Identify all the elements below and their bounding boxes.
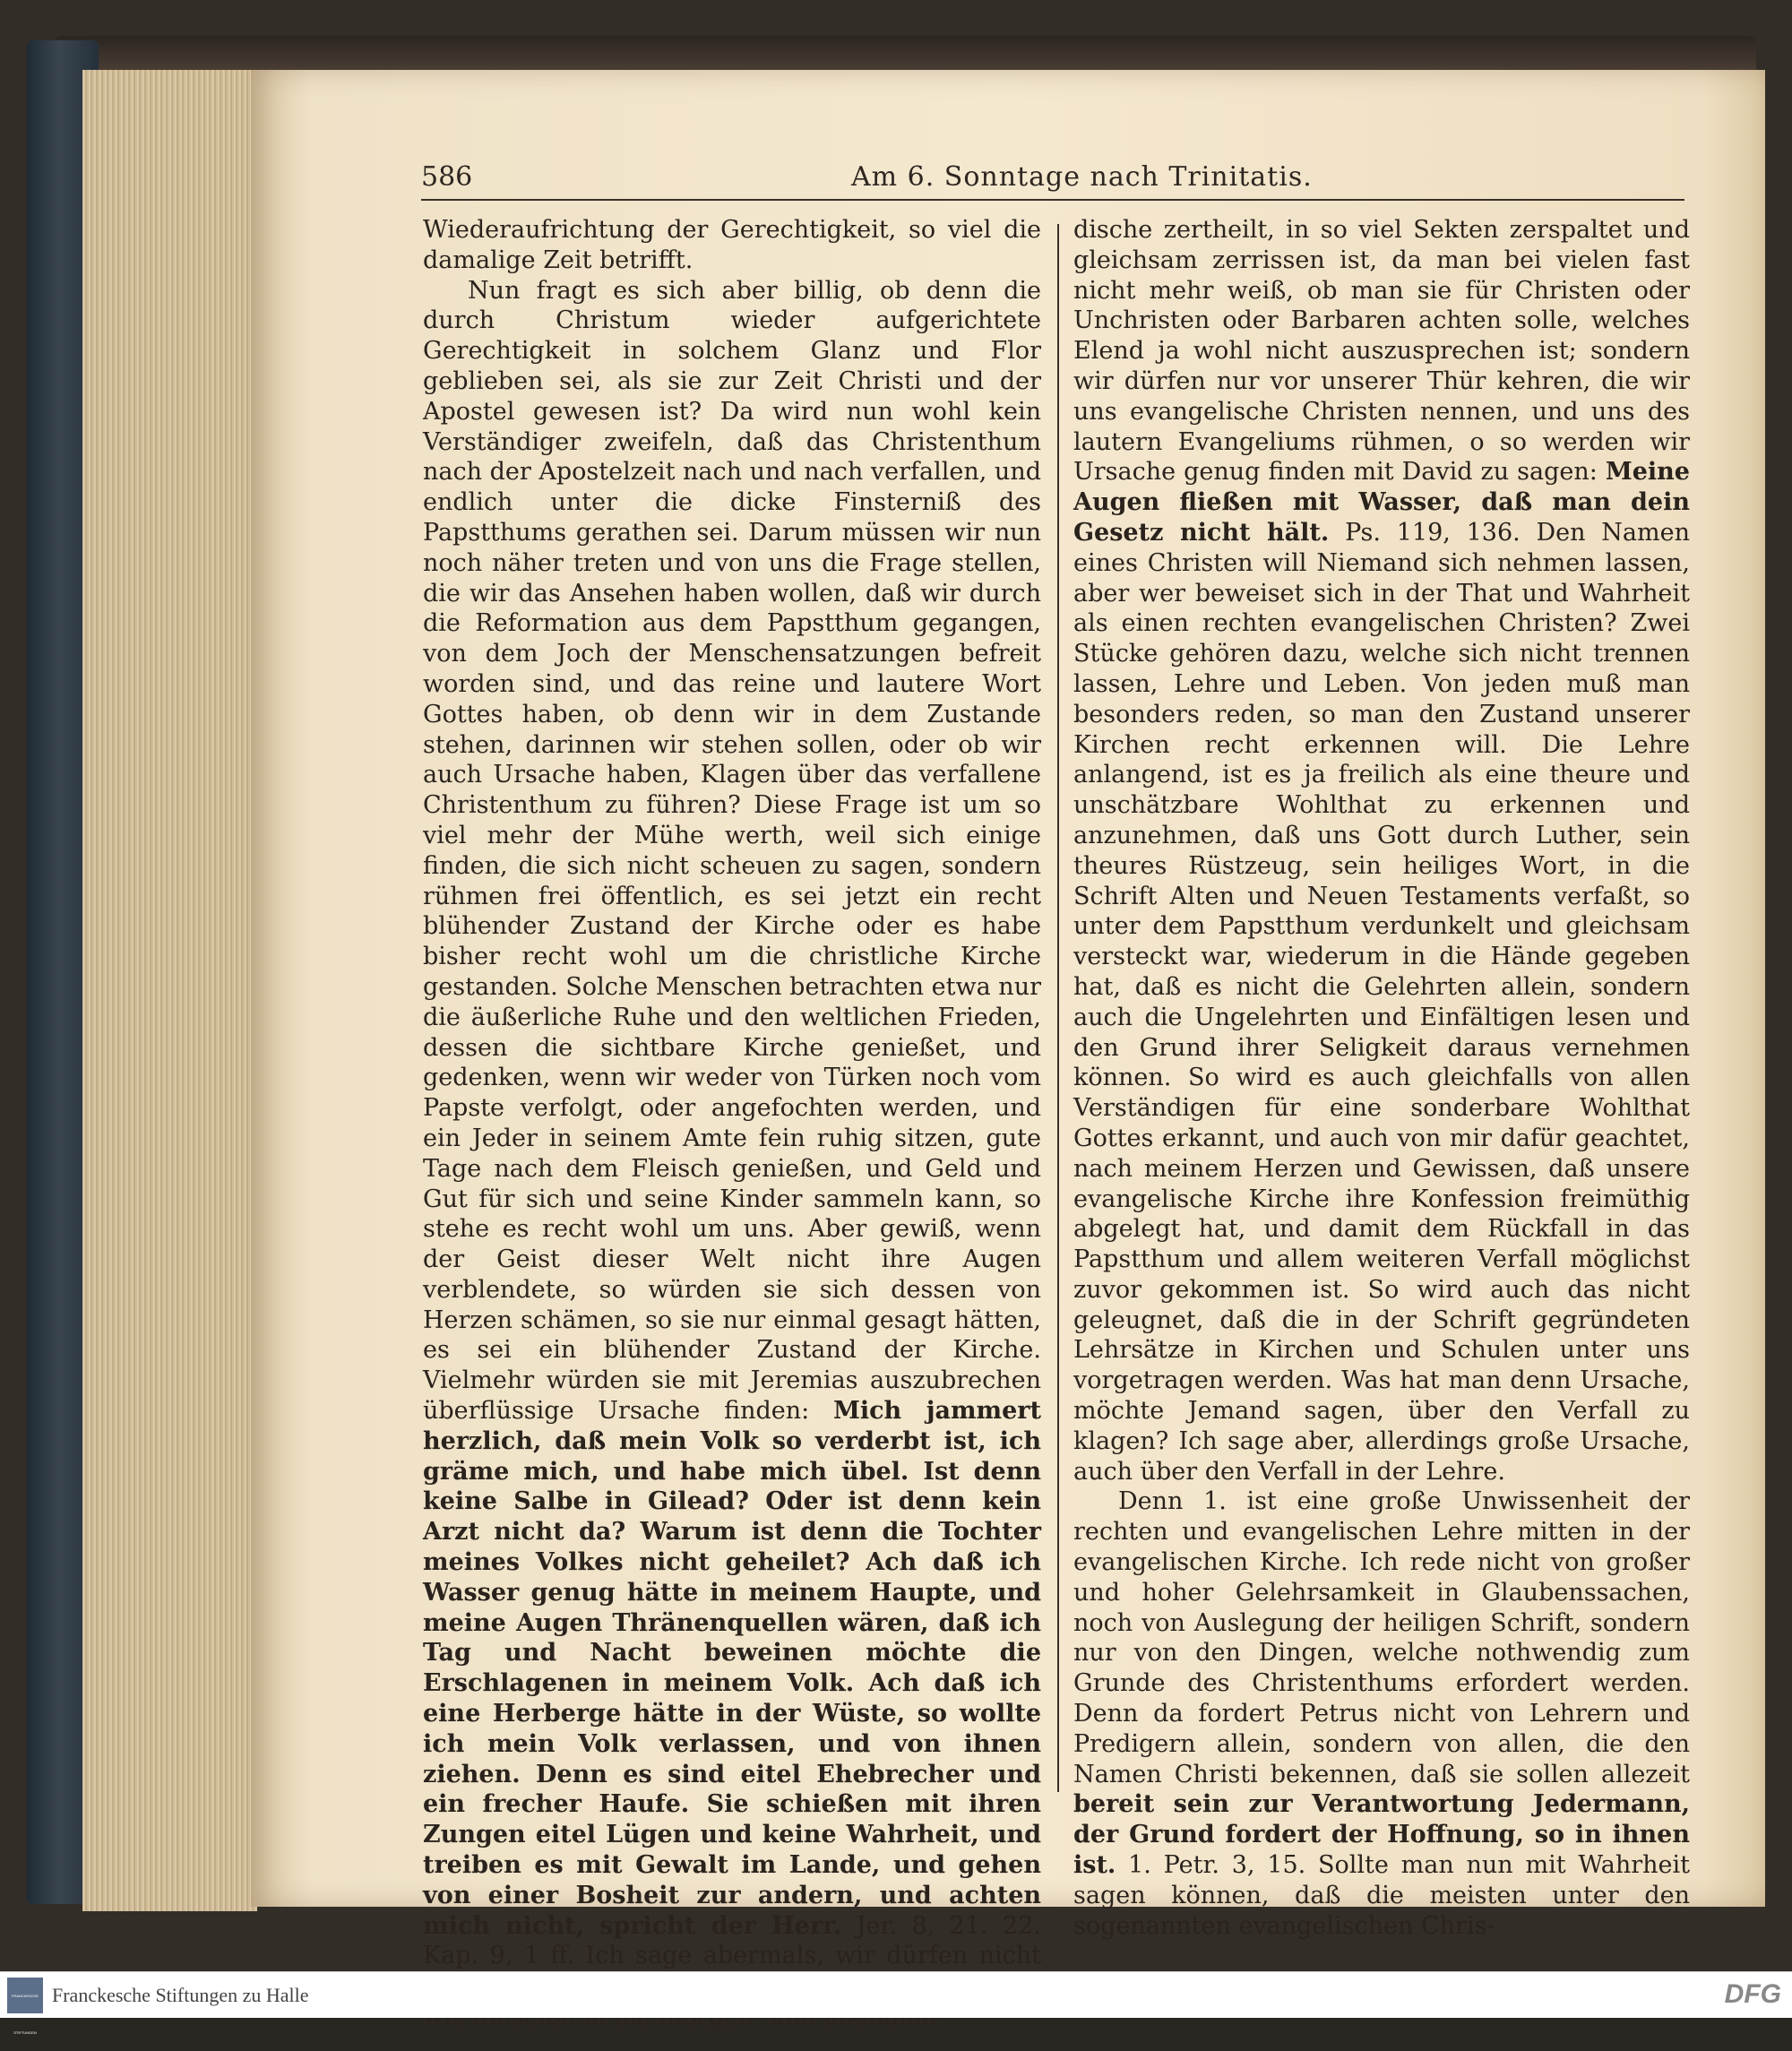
right-paragraph-2-text-b: 1. Petr. 3, 15. Sollte man nun mit Wahrheit sagen können, daß die meisten unter den sogenannten evangelischen Chris- <box>1073 1851 1690 1940</box>
left-paragraph-2 <box>423 276 1041 2032</box>
right-paragraph-1-text-a: dische zertheilt, in so viel Sekten zerspaltet und gleichsam zerrissen ist, da man bei vielen fast nicht mehr weiß, ob man sie für Christen oder Unchristen oder Barbaren achten solle, welches Elend ja wohl nicht auszusprechen ist; sondern wir dürfen nur vor unserer Thür kehren, die wir uns evangelische Christen nennen, und uns des lautern Evangeliums rühmen, o so werden wir Ursache genug finden mit David zu sagen: <box>1073 216 1690 487</box>
header-rule <box>421 199 1684 201</box>
book-top-edge <box>54 36 1756 72</box>
right-paragraph-1-text-b: Ps. 119, 136. Den Namen eines Christen will Niemand sich nehmen lassen, aber wer beweiset sich in der That und Wahrheit als einen rechten evangelischen Christen? Zwei Stücke gehören dazu, welche sich nicht trennen lassen, Lehre und Leben. Von jeden muß man besonders reden, so man den Zustand unserer Kirchen recht erkennen will. Die Lehre anlangend, ist es ja freilich als eine theure und unschätzbare Wohlthat zu erkennen und anzunehmen, daß uns Gott durch Luther, sein theures Rüstzeug, sein heiliges Wort, in die Schrift Alten und Neuen Testaments verfaßt, so unter dem Papstthum verdunkelt und gleichsam versteckt war, wiederum in die Hände gegeben hat, daß es nicht die Gelehrten allein, sondern auch die Ungelehrten und Einfältigen lesen und den Grund ihrer Seligkeit daraus vernehmen können. So wird es auch gleichfalls von allen Verständigen für eine sonderbare Wohlthat Gottes erkannt, und auch von mir dafür geachtet, nach meinem Herzen und Gewissen, daß unsere evangelische Kirche ihre Konfession freimüthig abgelegt hat, und damit dem Rückfall in das Papstthum und allem weiteren Verfall möglichst zuvor gekommen ist. So wird auch das nicht geleugnet, daß die in der Schrift gegründeten Lehrsätze in Kirchen und Schulen unter uns vorgetragen werden. Was hat man denn Ursache, möchte Jemand sagen, über den Verfall zu klagen? Ich sage aber, allerdings große Ursache, auch über den Verfall in der Lehre. <box>1073 518 1690 1486</box>
running-title: Am 6. Sonntage nach Trinitatis. <box>851 161 1313 193</box>
column-rule <box>1057 224 1059 1792</box>
left-column <box>423 215 1041 1970</box>
page-edges <box>82 70 257 1911</box>
page-header <box>421 157 1684 202</box>
right-paragraph-2 <box>1073 1487 1690 1941</box>
dfg-logo: DFG <box>1724 1979 1781 2009</box>
right-paragraph-1 <box>1073 215 1690 1487</box>
right-paragraph-2-text-a: Denn 1. ist eine große Unwissenheit der rechten und evangelischen Lehre mitten in der evangelischen Kirche. Ich rede nicht von großer und hoher Gelehrsamkeit in Glaubenssachen, noch von Auslegung der heiligen Schrift, sondern nur von den Dingen, welche nothwendig zum Grunde des Christenthums erfordert werden. Denn da fordert Petrus nicht von Lehrern und Predigern allein, sondern von allen, die den Namen Christi bekennen, daß sie sollen allezeit <box>1073 1487 1690 1788</box>
jeremiah-quote: Mich jammert herzlich, daß mein Volk so verderbt ist, ich gräme mich, und habe mich übel. Ist denn keine Salbe in Gilead? Oder ist denn kein Arzt nicht da? Warum ist denn die Tochter meines Volkes nicht geheilet? Ach daß ich Wasser genug hätte in meinem Haupte, und meine Augen Thränenquellen wären, daß ich Tag und Nacht beweinen möchte die Erschlagenen in meinem Volk. Ach daß ich eine Herberge hätte in der Wüste, so wollte ich mein Volk verlassen, und von ihnen ziehen. Denn es sind eitel Ehebrecher und ein frecher Haufe. Sie schießen mit ihren Zungen eitel Lügen und keine Wahrheit, und treiben es mit Gewalt im Lande, und gehen von einer Bosheit zur andern, und achten mich nicht, spricht der Herr. <box>423 1397 1041 1940</box>
institution-logo <box>7 1978 43 2035</box>
psalm-quote: Meine Augen fließen mit Wasser, daß man dein Gesetz nicht hält. <box>1073 458 1690 547</box>
institution-name: Franckesche Stiftungen zu Halle <box>52 1984 309 2006</box>
left-paragraph-2-text-a: Nun fragt es sich aber billig, ob denn die durch Christum wieder aufgerichtete Gerechtigkeit in solchem Glanz und Flor geblieben sei, als sie zur Zeit Christi und der Apostel gewesen ist? Da wird nun wohl kein Verständiger zweifeln, daß das Christenthum nach der Apostelzeit nach und nach verfallen, und endlich unter die dicke Finsterniß des Papstthums gerathen sei. Darum müssen wir nun noch näher treten und von uns die Frage stellen, die wir das Ansehen haben wollen, daß wir durch die Reformation aus dem Papstthum gegangen, von dem Joch der Menschensatzungen befreit worden sind, und das reine und lautere Wort Gottes haben, ob denn wir in dem Zustande stehen, darinnen wir stehen sollen, oder ob wir auch Ursache haben, Klagen über das verfallene Christenthum zu führen? Diese Frage ist um so viel mehr der Mühe werth, weil sich einige finden, die sich nicht scheuen zu sagen, sondern rühmen frei öffentlich, es sei jetzt ein recht blühender Zustand der Kirche oder es habe bisher recht wohl um die christliche Kirche gestanden. Solche Menschen betrachten etwa nur die äußerliche Ruhe und den weltlichen Frieden, dessen die sichtbare Kirche genießet, und gedenken, wenn wir weder von Türken noch vom Papste verfolgt, oder angefochten werden, und ein Jeder in seinem Amte fein ruhig sitzen, gute Tage nach dem Fleisch genießen, und Geld und Gut für sich und seine Kinder sammeln kann, so stehe es recht wohl um uns. Aber gewiß, wenn der Geist dieser Welt nicht ihre Augen verblendete, so würden sie sich dessen von Herzen schämen, so sie nur einmal gesagt hätten, es sei ein blühender Zustand der Kirche. Vielmehr würden sie mit Jeremias auszubrechen überflüssige Ursache finden: <box>423 276 1041 1426</box>
institution-logo-text: FRANCKESCHE STIFTUNGEN <box>11 1994 39 2035</box>
left-paragraph-1: Wiederaufrichtung der Gerechtigkeit, so viel die damalige Zeit betrifft. <box>423 216 1041 274</box>
footer-bar <box>0 1971 1792 2035</box>
page-number: 586 <box>421 161 473 193</box>
right-column <box>1073 215 1690 1940</box>
left-paragraph-2-text-b: Jer. 8, 21. 22. Kap. 9, 1 ff. Ich sage abermals, wir dürfen nicht <box>423 1911 1041 1970</box>
peter-quote: bereit sein zur Verantwortung Jedermann, der Grund fordert der Hoffnung, so in ihnen ist. <box>1073 1790 1690 1880</box>
